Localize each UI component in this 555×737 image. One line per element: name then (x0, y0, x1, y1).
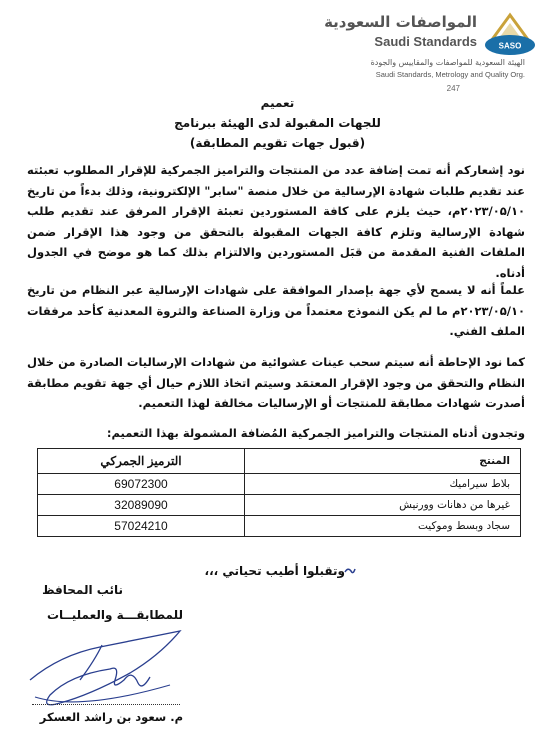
table-row (38, 495, 521, 516)
signatory-title: نائب المحافظ (42, 583, 123, 597)
circular-title: تعميم (260, 96, 295, 110)
logo-english-text: Saudi Standards (374, 34, 477, 49)
org-name-arabic: الهيئة السعودية للمواصفات والمقاييس والجودة (370, 58, 525, 67)
table-row (38, 516, 521, 537)
saso-logo-icon (483, 11, 537, 57)
header-customs-code: الترميز الجمركي (38, 449, 245, 474)
closing-greeting: وتقبلوا أطيب تحياتي ،،، (204, 564, 345, 578)
product-cell: غيرها من دهانات وورنيش (245, 495, 521, 516)
product-cell: سجاد وبسط وموكيت (245, 516, 521, 537)
handwritten-tick-icon (343, 565, 357, 579)
table-row (38, 474, 521, 495)
page-number: 247 (446, 84, 460, 93)
circular-subtitle: للجهات المقبولة لدى الهيئة ببرنامج (174, 116, 381, 130)
signatory-name: م. سعود بن راشد العسكر (39, 710, 183, 724)
logo-arabic-text: المواصفات السعودية (324, 13, 477, 31)
signature-line (32, 704, 180, 705)
handwritten-signature (20, 625, 195, 715)
table-header-row (38, 449, 521, 474)
table-intro: وتجدون أدناه المنتجات والترامیز الجمركية المُضافة المشمولة بهذا التعميم: (106, 426, 525, 440)
product-cell: بلاط سيراميك (245, 474, 521, 495)
code-cell: 32089090 (38, 495, 245, 516)
header-product: المنتج (245, 449, 521, 474)
code-cell: 69072300 (38, 474, 245, 495)
paragraph-2: علماً أنه لا يسمح لأي جهة بإصدار الموافقة على شهادات الإرسالية عبر النظام من تاريخ ۲۰۲۳/۰۵/۱۰م ما لم يكن النموذج معتمداً من وزارة الصناعة والثروة المعدنية كأحد مرفقات الملف الفني. (27, 283, 525, 338)
svg-text:SASO: SASO (498, 41, 522, 51)
signatory-department: للمطابقـــة والعمليــات (46, 608, 183, 622)
org-name-english: Saudi Standards, Metrology and Quality Org. (375, 70, 525, 79)
paragraph-3: كما نود الإحاطة أنه سيتم سحب عينات عشوائية من شهادات الإرساليات الصادرة من خلال النظام والتحقق من وجود الإقرار المعتمَد وسيتم اتخاذ اللازم حيال أي جهة تقويم مطابقة أصدرت شهادات مطابقة للمنتجات أو الإرساليات مخالفة لهذا التعميم. (27, 355, 525, 410)
paragraph-1: نود إشعاركم أنه تمت إضافة عدد من المنتجات والترامیز الجمركية للإقرار المطلوب تعبئته عند تقديم طلبات شهادة الإرسالية من خلال منصة "سابر" الإلكترونية، وذلك بدءاً من تاريخ ۲۰۲۳/۰۵/۱۰م، حيث يلزم على كافة المستوردين تعبئة الإقرار المرفق عند تقديم طلب شهادة الإرسالية وتلزم كافة الجهات المقبولة بالتحقق من وجود هذا الإقرار ضمن الملفات الفنية المقدمة من قبَل المستوردين والالتزام بذلك كما هو موضح في الجدول أدناه. (27, 163, 525, 280)
program-name: (قبول جهات تقويم المطابقة) (189, 136, 366, 150)
code-cell: 57024210 (38, 516, 245, 537)
customs-codes-table (37, 448, 521, 537)
